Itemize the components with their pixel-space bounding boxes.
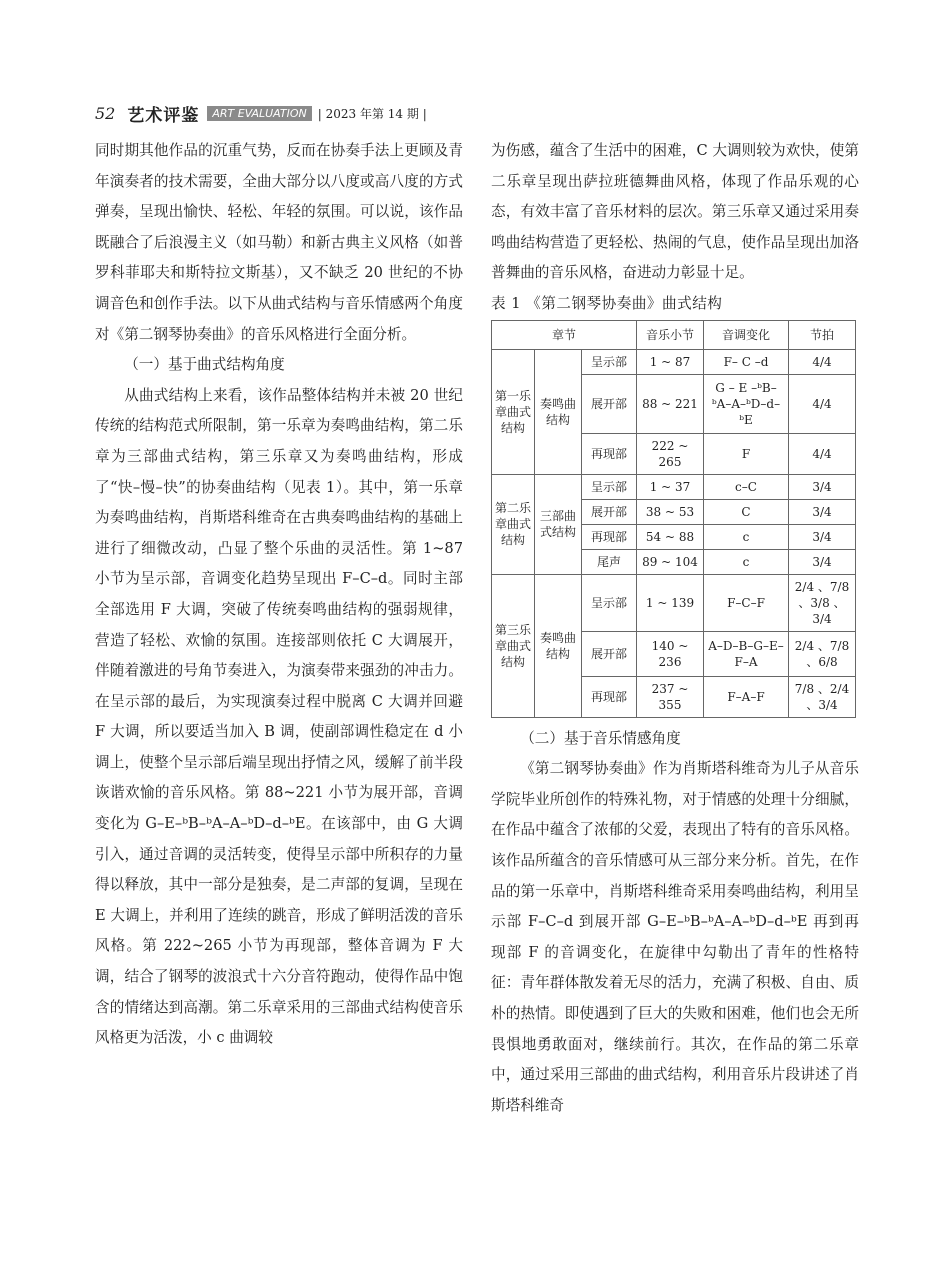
- form-cell: 奏鸣曲结构: [535, 349, 582, 474]
- meter-cell: 3/4: [789, 499, 856, 524]
- section-cell: 呈示部: [582, 349, 637, 374]
- section-cell: 再现部: [582, 676, 637, 717]
- table-caption: 表 1 《第二钢琴协奏曲》曲式结构: [491, 294, 723, 312]
- section-cell: 展开部: [582, 631, 637, 676]
- paragraph: 为伤感，蕴含了生活中的困难，C 大调则较为欢快，使第二乐章呈现出萨拉班德舞曲风格，体现了作品乐观的心态，有效丰富了音乐材料的层次。第三乐章又通过采用奏鸣曲结构营造了更轻松、热闹的气息，使作品呈现出加洛普舞曲的音乐风格，奋进动力彰显十足。: [491, 142, 859, 282]
- section-cell: 再现部: [582, 524, 637, 549]
- bars-cell: 237 ~ 355: [637, 676, 704, 717]
- table-row: [492, 574, 856, 631]
- keys-cell: c–C: [704, 474, 789, 499]
- meter-cell: 3/4: [789, 549, 856, 574]
- journal-english-name: ART EVALUATION: [207, 106, 311, 121]
- page-number: 52: [95, 103, 116, 123]
- right-column: [491, 136, 859, 1121]
- meter-cell: 2/4 、7/8 、3/8 、3/4: [789, 574, 856, 631]
- page-header: [95, 101, 427, 125]
- bars-cell: 222 ~ 265: [637, 433, 704, 474]
- header-cell: 音调变化: [704, 320, 789, 349]
- keys-cell: C: [704, 499, 789, 524]
- movement-cell: 第三乐章曲式结构: [492, 574, 535, 717]
- keys-cell: G – E –ᵇB–ᵇA–A–ᵇD–d–ᵇE: [704, 374, 789, 433]
- keys-cell: F– C –d: [704, 349, 789, 374]
- bars-cell: 1 ~ 37: [637, 474, 704, 499]
- meter-cell: 4/4: [789, 349, 856, 374]
- keys-cell: c: [704, 524, 789, 549]
- bars-cell: 1 ~ 139: [637, 574, 704, 631]
- keys-cell: A–D–B–G–E–F–A: [704, 631, 789, 676]
- paragraph: 从曲式结构上来看，该作品整体结构并未被 20 世纪传统的结构范式所限制，第一乐章为奏鸣曲结构，第二乐章为三部曲式结构，第三乐章又为奏鸣曲结构，形成了“快–慢–快”的协奏曲结构（见表 1）。其中，第一乐章为奏鸣曲结构，肖斯塔科维奇在古典奏鸣曲结构的基础上进行了细微改动，凸显了整个乐曲的灵活性。第 1~87 小节为呈示部，音调变化趋势呈现出 F–C–d。同时主部全部选用 F 大调，突破了传统奏鸣曲结构的强弱规律，营造了轻松、欢愉的氛围。连接部则依托 C 大调展开，伴随着激进的号角节奏进入，为演奏带来强劲的冲击力。在呈示部的最后，为实现演奏过程中脱离 C 大调并回避 F 大调，所以要适当加入 B 调，使副部调性稳定在 d 小调上，使整个呈示部后端呈现出抒情之风，缓解了前半段诙谐欢愉的音乐风格。第 88~221 小节为展开部，音调变化为 G–E–ᵇB–ᵇA–A–ᵇD–d–ᵇE。在该部中，由 G 大调引入，通过音调的灵活转变，使得呈示部中所积存的力量得以释放，其中一部分是独奏，是二声部的复调，呈现在 E 大调上，并利用了连续的跳音，形成了鲜明活泼的音乐风格。第 222~265 小节为再现部，整体音调为 F 大调，结合了钢琴的波浪式十六分音符跑动，使得作品中饱含的情绪达到高潮。第二乐章采用的三部曲式结构使音乐风格更为活泼，小 c 曲调较: [95, 386, 463, 1047]
- bars-cell: 88 ~ 221: [637, 374, 704, 433]
- structure-table: [491, 320, 856, 718]
- section-cell: 再现部: [582, 433, 637, 474]
- keys-cell: c: [704, 549, 789, 574]
- section-heading: （二）基于音乐情感角度: [520, 729, 681, 747]
- meter-cell: 2/4 、7/8 、6/8: [789, 631, 856, 676]
- meter-cell: 3/4: [789, 524, 856, 549]
- bars-cell: 89 ~ 104: [637, 549, 704, 574]
- section-cell: 展开部: [582, 374, 637, 433]
- meter-cell: 4/4: [789, 433, 856, 474]
- bars-cell: 1 ~ 87: [637, 349, 704, 374]
- bars-cell: 54 ~ 88: [637, 524, 704, 549]
- keys-cell: F–A–F: [704, 676, 789, 717]
- meter-cell: 4/4: [789, 374, 856, 433]
- section-cell: 展开部: [582, 499, 637, 524]
- section-cell: 呈示部: [582, 474, 637, 499]
- keys-cell: F–C–F: [704, 574, 789, 631]
- table-header-row: [492, 320, 856, 349]
- header-cell: 音乐小节: [637, 320, 704, 349]
- bars-cell: 38 ~ 53: [637, 499, 704, 524]
- keys-cell: F: [704, 433, 789, 474]
- movement-cell: 第一乐章曲式结构: [492, 349, 535, 474]
- paragraph: 《第二钢琴协奏曲》作为肖斯塔科维奇为儿子从音乐学院毕业所创作的特殊礼物，对于情感的处理十分细腻，在作品中蕴含了浓郁的父爱，表现出了特有的音乐风格。该作品所蕴含的音乐情感可从三部分来分析。首先，在作品的第一乐章中，肖斯塔科维奇采用奏鸣曲结构，利用呈示部 F–C–d 到展开部 G–E–ᵇB–ᵇA–A–ᵇD–d–ᵇE 再到再现部 F 的音调变化，在旋律中勾勒出了青年的性格特征：青年群体散发着无尽的活力，充满了积极、自由、质朴的热情。即使遇到了巨大的失败和困难，他们也会无所畏惧地勇敢面对，继续前行。其次，在作品的第二乐章中，通过采用三部曲的曲式结构，利用音乐片段讲述了肖斯塔科维奇: [491, 760, 859, 1114]
- header-cell: 章节: [492, 320, 637, 349]
- form-cell: 奏鸣曲结构: [535, 574, 582, 717]
- table-row: [492, 349, 856, 374]
- bars-cell: 140 ~ 236: [637, 631, 704, 676]
- header-cell: 节拍: [789, 320, 856, 349]
- meter-cell: 7/8 、2/4 、3/4: [789, 676, 856, 717]
- movement-cell: 第二乐章曲式结构: [492, 474, 535, 574]
- section-cell: 尾声: [582, 549, 637, 574]
- meter-cell: 3/4: [789, 474, 856, 499]
- table-row: [492, 474, 856, 499]
- form-cell: 三部曲式结构: [535, 474, 582, 574]
- section-cell: 呈示部: [582, 574, 637, 631]
- section-heading: （一）基于曲式结构角度: [124, 356, 285, 374]
- issue-info: | 2023 年第 14 期 |: [317, 106, 427, 121]
- paragraph: 同时期其他作品的沉重气势，反而在协奏手法上更顾及青年演奏者的技术需要，全曲大部分以八度或高八度的方式弹奏，呈现出愉快、轻松、年轻的氛围。可以说，该作品既融合了后浪漫主义（如马勒）和新古典主义风格（如普罗科菲耶夫和斯特拉文斯基），又不缺乏 20 世纪的不协调音色和创作手法。以下从曲式结构与音乐情感两个角度对《第二钢琴协奏曲》的音乐风格进行全面分析。: [95, 142, 463, 343]
- journal-logo: 艺术评鉴: [127, 105, 200, 126]
- left-column: [95, 136, 463, 1054]
